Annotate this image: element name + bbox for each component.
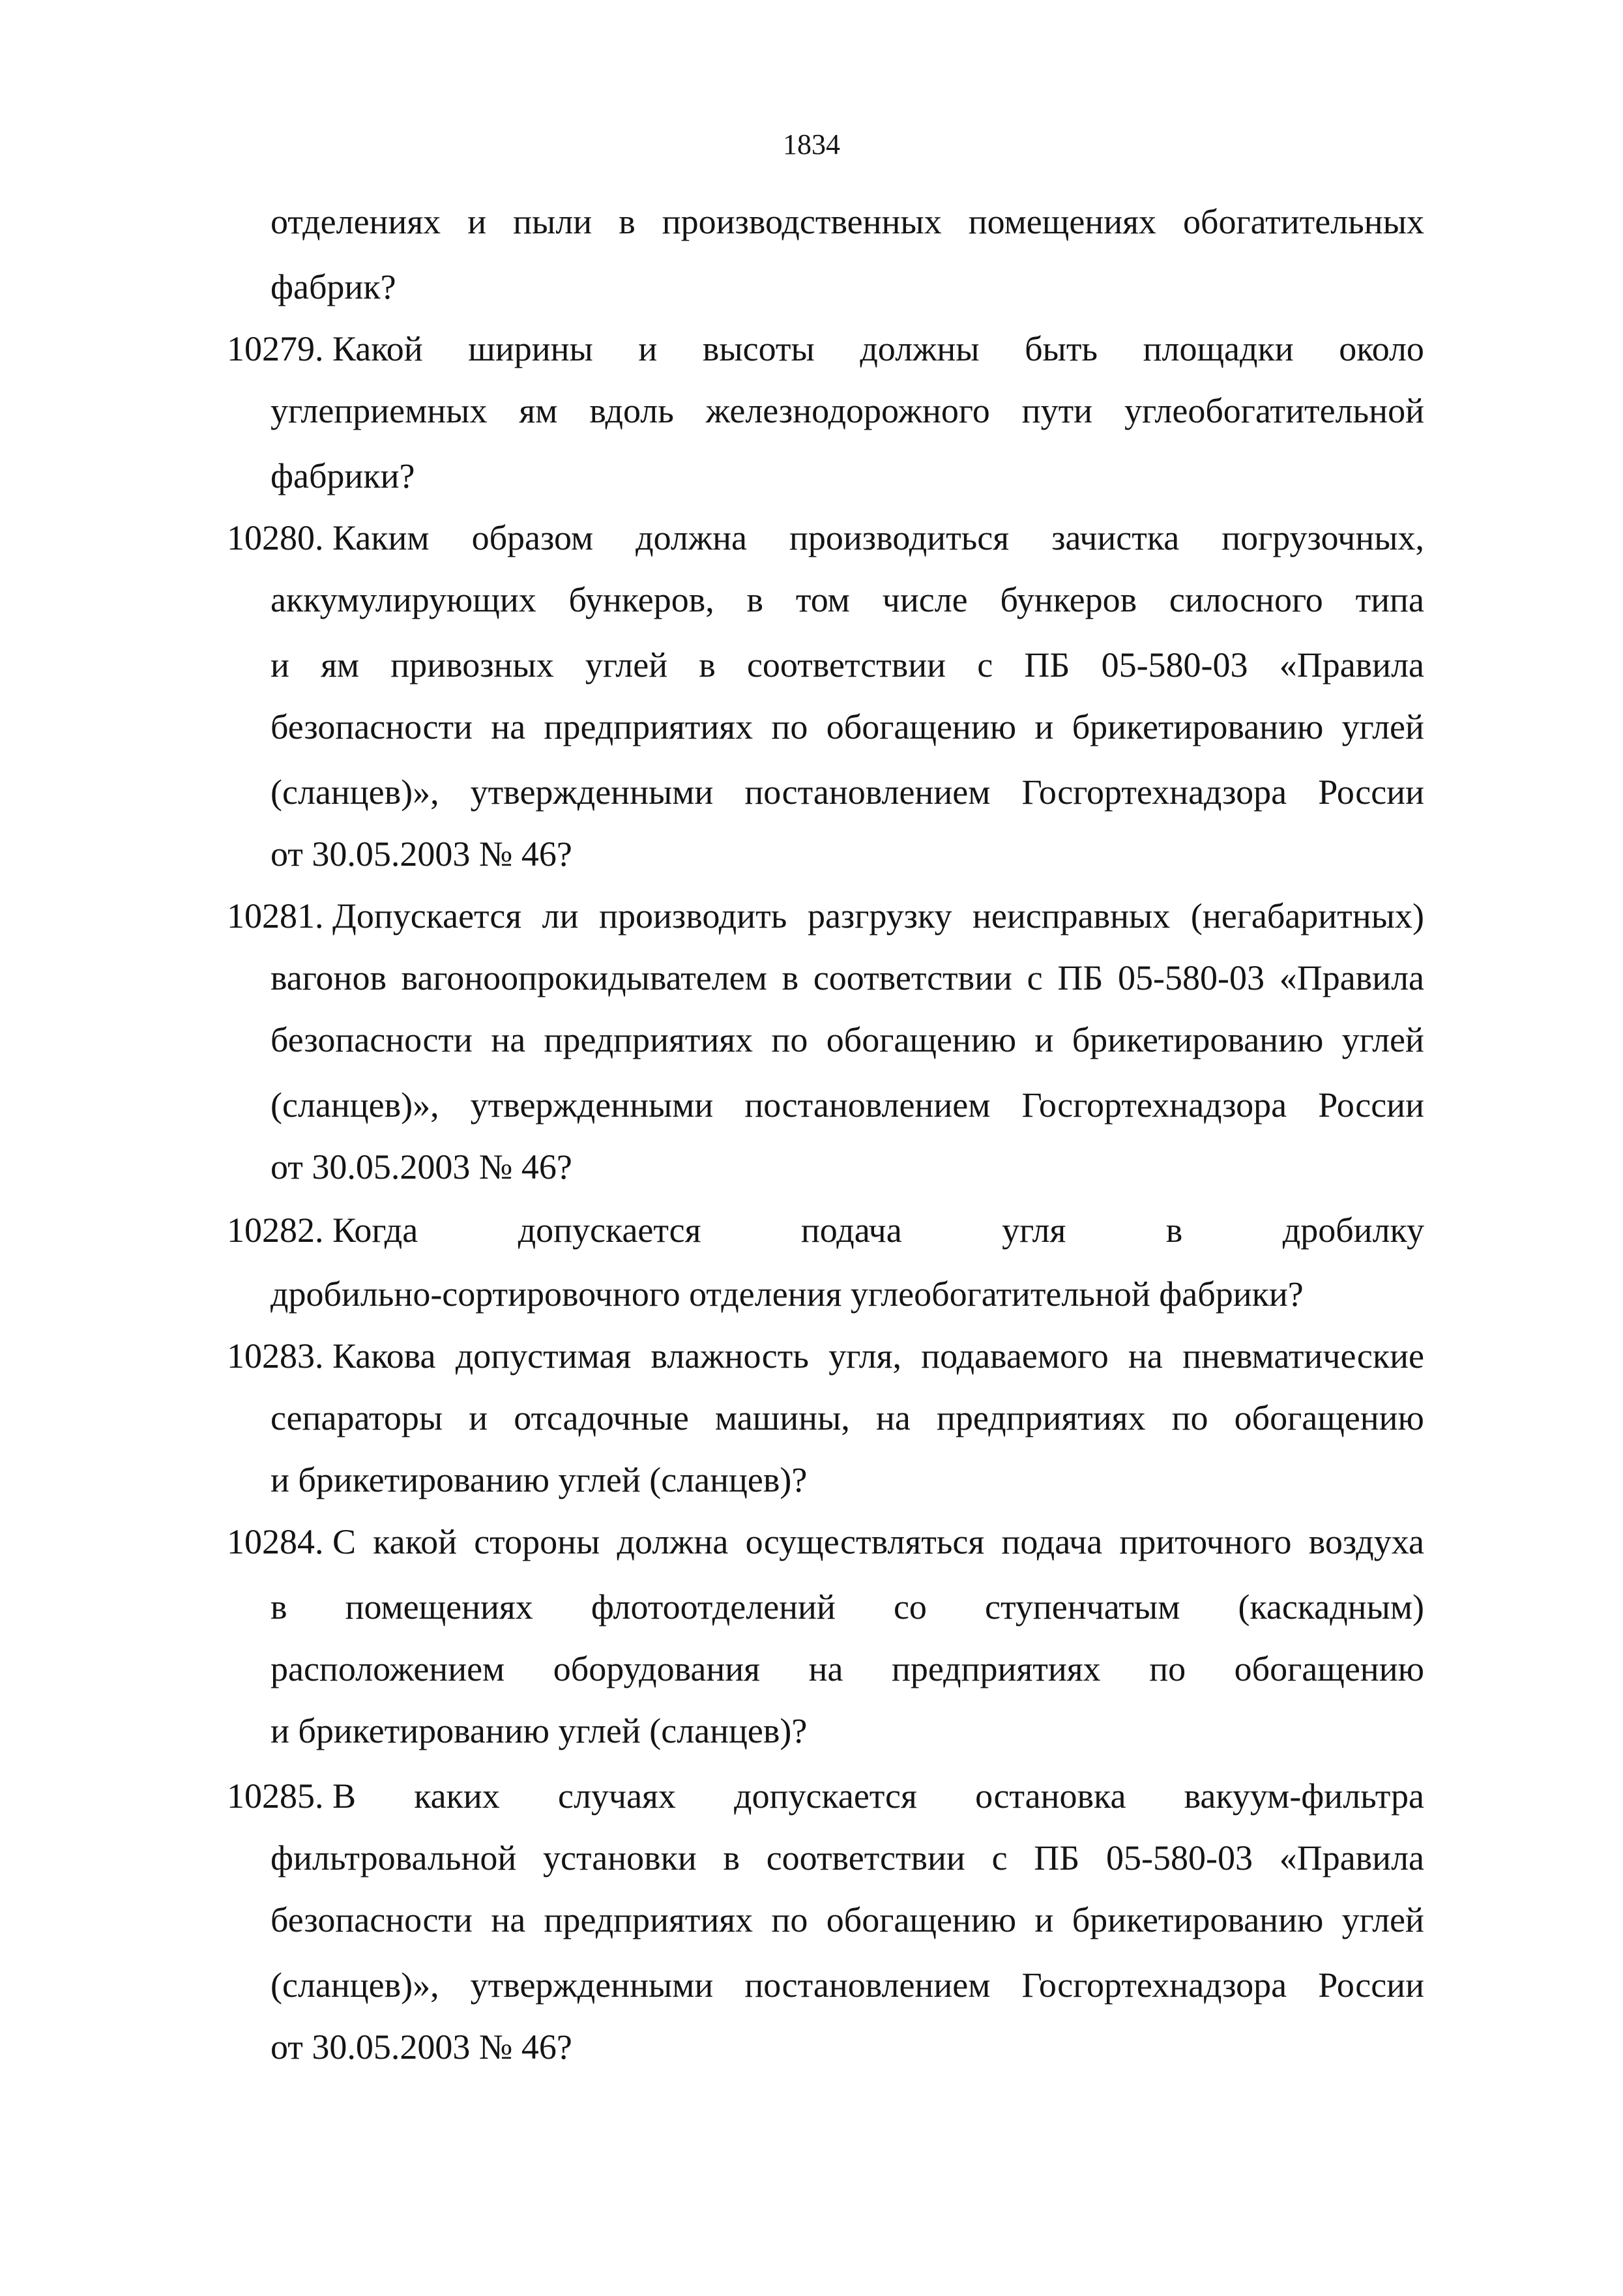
line-word: обогащению <box>1234 1649 1424 1688</box>
line-word: обогащению <box>826 1900 1017 1939</box>
line-word: по <box>771 1900 808 1939</box>
line-word: (каскадным) <box>1238 1587 1424 1626</box>
line-word: флотоотделений <box>591 1587 836 1626</box>
line-word: в <box>723 1838 740 1877</box>
line-word: подаваемого <box>921 1336 1109 1376</box>
line-word: вдоль <box>589 391 674 430</box>
page-number: 1834 <box>783 128 840 160</box>
line-word: России <box>1318 1085 1424 1125</box>
line-word: 10282. Когда <box>227 1211 418 1250</box>
line-word: производственных <box>662 202 942 241</box>
line-word: быть <box>1025 329 1098 368</box>
line-word: предприятиях <box>544 707 753 746</box>
line-word: углей <box>1341 1020 1424 1059</box>
line-word: подача <box>800 1211 902 1250</box>
line-word: «Правила <box>1279 1838 1424 1877</box>
line-word: 10280. Каким <box>227 518 430 557</box>
document-line: и брикетированию углей (сланцев)? <box>270 1711 808 1750</box>
line-word: ступенчатым <box>984 1587 1180 1626</box>
line-word: в <box>782 958 799 997</box>
document-line: от 30.05.2003 № 46? <box>270 2027 572 2067</box>
document-line <box>227 1519 1424 1565</box>
line-word: углеобогатительной <box>1124 391 1424 430</box>
line-word: площадки <box>1143 329 1294 368</box>
line-word: соответствии <box>813 958 1012 997</box>
line-word: предприятиях <box>936 1398 1146 1437</box>
line-word: и <box>270 645 289 684</box>
line-word: 05-580-03 <box>1101 645 1248 684</box>
line-word: расположением <box>270 1649 505 1688</box>
line-word: предприятиях <box>892 1649 1101 1688</box>
line-word: 10283. Какова <box>227 1336 436 1376</box>
document-line <box>270 1017 1424 1063</box>
document-line <box>270 1082 1424 1128</box>
line-word: 05-580-03 <box>1118 958 1265 997</box>
line-word: брикетированию <box>1072 1020 1324 1059</box>
line-word: стороны <box>474 1522 600 1561</box>
line-word: 10285. В <box>227 1776 357 1816</box>
line-word: и <box>467 202 487 241</box>
document-line <box>227 1207 1424 1253</box>
line-word: воздуха <box>1308 1522 1424 1561</box>
line-word: (негабаритных) <box>1190 896 1424 935</box>
document-line: и брикетированию углей (сланцев)? <box>270 1460 808 1499</box>
document-line <box>227 326 1424 372</box>
line-word: обогащению <box>1234 1398 1424 1437</box>
line-word: около <box>1339 329 1424 368</box>
line-word: углей <box>1341 707 1424 746</box>
document-line <box>270 1897 1424 1943</box>
line-word: России <box>1318 1965 1424 2005</box>
line-word: на <box>808 1649 843 1688</box>
line-word: неисправных <box>972 896 1171 935</box>
line-word: допускается <box>518 1211 701 1250</box>
line-word: ям <box>519 391 558 430</box>
line-word: железнодорожного <box>705 391 990 430</box>
line-word: на <box>491 1900 526 1939</box>
line-word: сепараторы <box>270 1398 443 1437</box>
line-word: пневматические <box>1182 1336 1424 1376</box>
line-word: со <box>893 1587 927 1626</box>
line-word: России <box>1318 773 1424 812</box>
line-word: каких <box>414 1776 500 1816</box>
line-word: по <box>771 707 808 746</box>
line-word: «Правила <box>1279 958 1424 997</box>
document-line: от 30.05.2003 № 46? <box>270 834 572 874</box>
line-word: привозных <box>390 645 554 684</box>
line-word: аккумулирующих <box>270 580 536 619</box>
line-word: с <box>977 645 993 684</box>
line-word: в <box>746 580 764 619</box>
line-word: обогащению <box>826 1020 1017 1059</box>
line-word: числе <box>882 580 968 619</box>
line-word: осуществляться <box>745 1522 985 1561</box>
line-word: (сланцев)», <box>270 1965 439 2005</box>
line-word: типа <box>1355 580 1424 619</box>
line-word: ПБ <box>1034 1838 1080 1877</box>
line-word: отсадочные <box>514 1398 689 1437</box>
line-word: 10281. Допускается <box>227 896 522 935</box>
document-line: от 30.05.2003 № 46? <box>270 1147 572 1186</box>
line-word: помещениях <box>968 202 1156 241</box>
line-word: (сланцев)», <box>270 773 439 812</box>
line-word: обогатительных <box>1182 202 1424 241</box>
document-line <box>270 704 1424 750</box>
document-line <box>227 515 1424 561</box>
line-word: должны <box>860 329 980 368</box>
line-word: постановлением <box>744 773 991 812</box>
line-word: остановка <box>975 1776 1126 1816</box>
line-word: пути <box>1021 391 1093 430</box>
document-line <box>270 1395 1424 1441</box>
line-word: и <box>1034 1900 1054 1939</box>
line-word: пыли <box>513 202 592 241</box>
line-word: том <box>795 580 850 619</box>
line-word: производиться <box>789 518 1010 557</box>
line-word: постановлением <box>744 1965 991 2005</box>
line-word: и <box>638 329 658 368</box>
line-word: угля, <box>828 1336 901 1376</box>
line-word: углей <box>585 645 668 684</box>
line-word: силосного <box>1169 580 1323 619</box>
line-word: и <box>1034 707 1054 746</box>
line-word: по <box>771 1020 808 1059</box>
line-word: постановлением <box>744 1085 991 1125</box>
line-word: безопасности <box>270 707 473 746</box>
line-word: зачистка <box>1051 518 1180 557</box>
line-word: производить <box>599 896 787 935</box>
line-word: помещениях <box>345 1587 533 1626</box>
line-word: углеприемных <box>270 391 488 430</box>
line-word: случаях <box>558 1776 676 1816</box>
line-word: вагонов <box>270 958 387 997</box>
document-line: фабрики? <box>270 456 415 495</box>
line-word: безопасности <box>270 1020 473 1059</box>
line-word: соответствии <box>746 645 946 684</box>
line-word: по <box>1171 1398 1208 1437</box>
line-word: и <box>469 1398 488 1437</box>
line-word: отделениях <box>270 202 441 241</box>
line-word: утвержденными <box>470 1085 714 1125</box>
document-line <box>227 1773 1424 1819</box>
document-line <box>227 1333 1424 1379</box>
line-word: Госгортехнадзора <box>1021 1085 1287 1125</box>
line-word: соответствии <box>766 1838 965 1877</box>
document-line: фабрик? <box>270 267 396 306</box>
line-word: углей <box>1341 1900 1424 1939</box>
line-word: бункеров <box>1000 580 1137 619</box>
line-word: погрузочных, <box>1221 518 1424 557</box>
line-word: допустимая <box>455 1336 632 1376</box>
line-word: в <box>619 202 636 241</box>
line-word: допускается <box>734 1776 917 1816</box>
line-word: установки <box>543 1838 697 1877</box>
line-word: в <box>1165 1211 1183 1250</box>
line-word: оборудования <box>553 1649 761 1688</box>
document-line <box>270 1962 1424 2008</box>
line-word: в <box>699 645 716 684</box>
line-word: с <box>1027 958 1043 997</box>
line-word: приточного <box>1119 1522 1292 1561</box>
document-line <box>270 642 1424 688</box>
document-line <box>270 1835 1424 1881</box>
line-word: предприятиях <box>544 1020 753 1059</box>
line-word: ли <box>542 896 579 935</box>
document-line <box>270 388 1424 434</box>
line-word: и <box>1034 1020 1054 1059</box>
line-word: высоты <box>702 329 815 368</box>
document-line <box>270 199 1424 244</box>
line-word: вакуум-фильтра <box>1184 1776 1424 1816</box>
line-word: (сланцев)», <box>270 1085 439 1125</box>
document-line <box>270 577 1424 623</box>
line-word: по <box>1149 1649 1186 1688</box>
document-line <box>270 1646 1424 1692</box>
line-word: машины, <box>714 1398 850 1437</box>
line-word: в <box>270 1587 287 1626</box>
line-word: влажность <box>651 1336 809 1376</box>
line-word: брикетированию <box>1072 1900 1324 1939</box>
line-word: угля <box>1002 1211 1066 1250</box>
document-line <box>270 955 1424 1001</box>
line-word: предприятиях <box>544 1900 753 1939</box>
line-word: должна <box>617 1522 729 1561</box>
line-word: ПБ <box>1024 645 1070 684</box>
line-word: на <box>491 1020 526 1059</box>
line-word: вагоноопрокидывателем <box>401 958 767 997</box>
line-word: обогащению <box>826 707 1017 746</box>
line-word: ширины <box>468 329 593 368</box>
line-word: Госгортехнадзора <box>1021 1965 1287 2005</box>
line-word: 10279. Какой <box>227 329 423 368</box>
line-word: дробилку <box>1282 1211 1424 1250</box>
document-line <box>270 769 1424 815</box>
line-word: «Правила <box>1279 645 1424 684</box>
line-word: образом <box>471 518 594 557</box>
line-word: какой <box>373 1522 458 1561</box>
document-line <box>227 893 1424 939</box>
line-word: 10284. С <box>227 1522 357 1561</box>
line-word: ям <box>321 645 360 684</box>
line-word: утвержденными <box>470 773 714 812</box>
line-word: бункеров, <box>568 580 714 619</box>
line-word: с <box>991 1838 1008 1877</box>
document-line: дробильно-сортировочного отделения углеобогатительной фабрики? <box>270 1274 1304 1314</box>
line-word: ПБ <box>1057 958 1104 997</box>
document-line <box>270 1584 1424 1630</box>
line-word: должна <box>636 518 748 557</box>
line-word: подача <box>1001 1522 1103 1561</box>
line-word: брикетированию <box>1072 707 1324 746</box>
line-word: безопасности <box>270 1900 473 1939</box>
line-word: утвержденными <box>470 1965 714 2005</box>
line-word: на <box>491 707 526 746</box>
line-word: на <box>875 1398 911 1437</box>
line-word: фильтровальной <box>270 1838 517 1877</box>
line-word: Госгортехнадзора <box>1021 773 1287 812</box>
line-word: разгрузку <box>807 896 952 935</box>
line-word: 05-580-03 <box>1106 1838 1253 1877</box>
line-word: на <box>1128 1336 1163 1376</box>
